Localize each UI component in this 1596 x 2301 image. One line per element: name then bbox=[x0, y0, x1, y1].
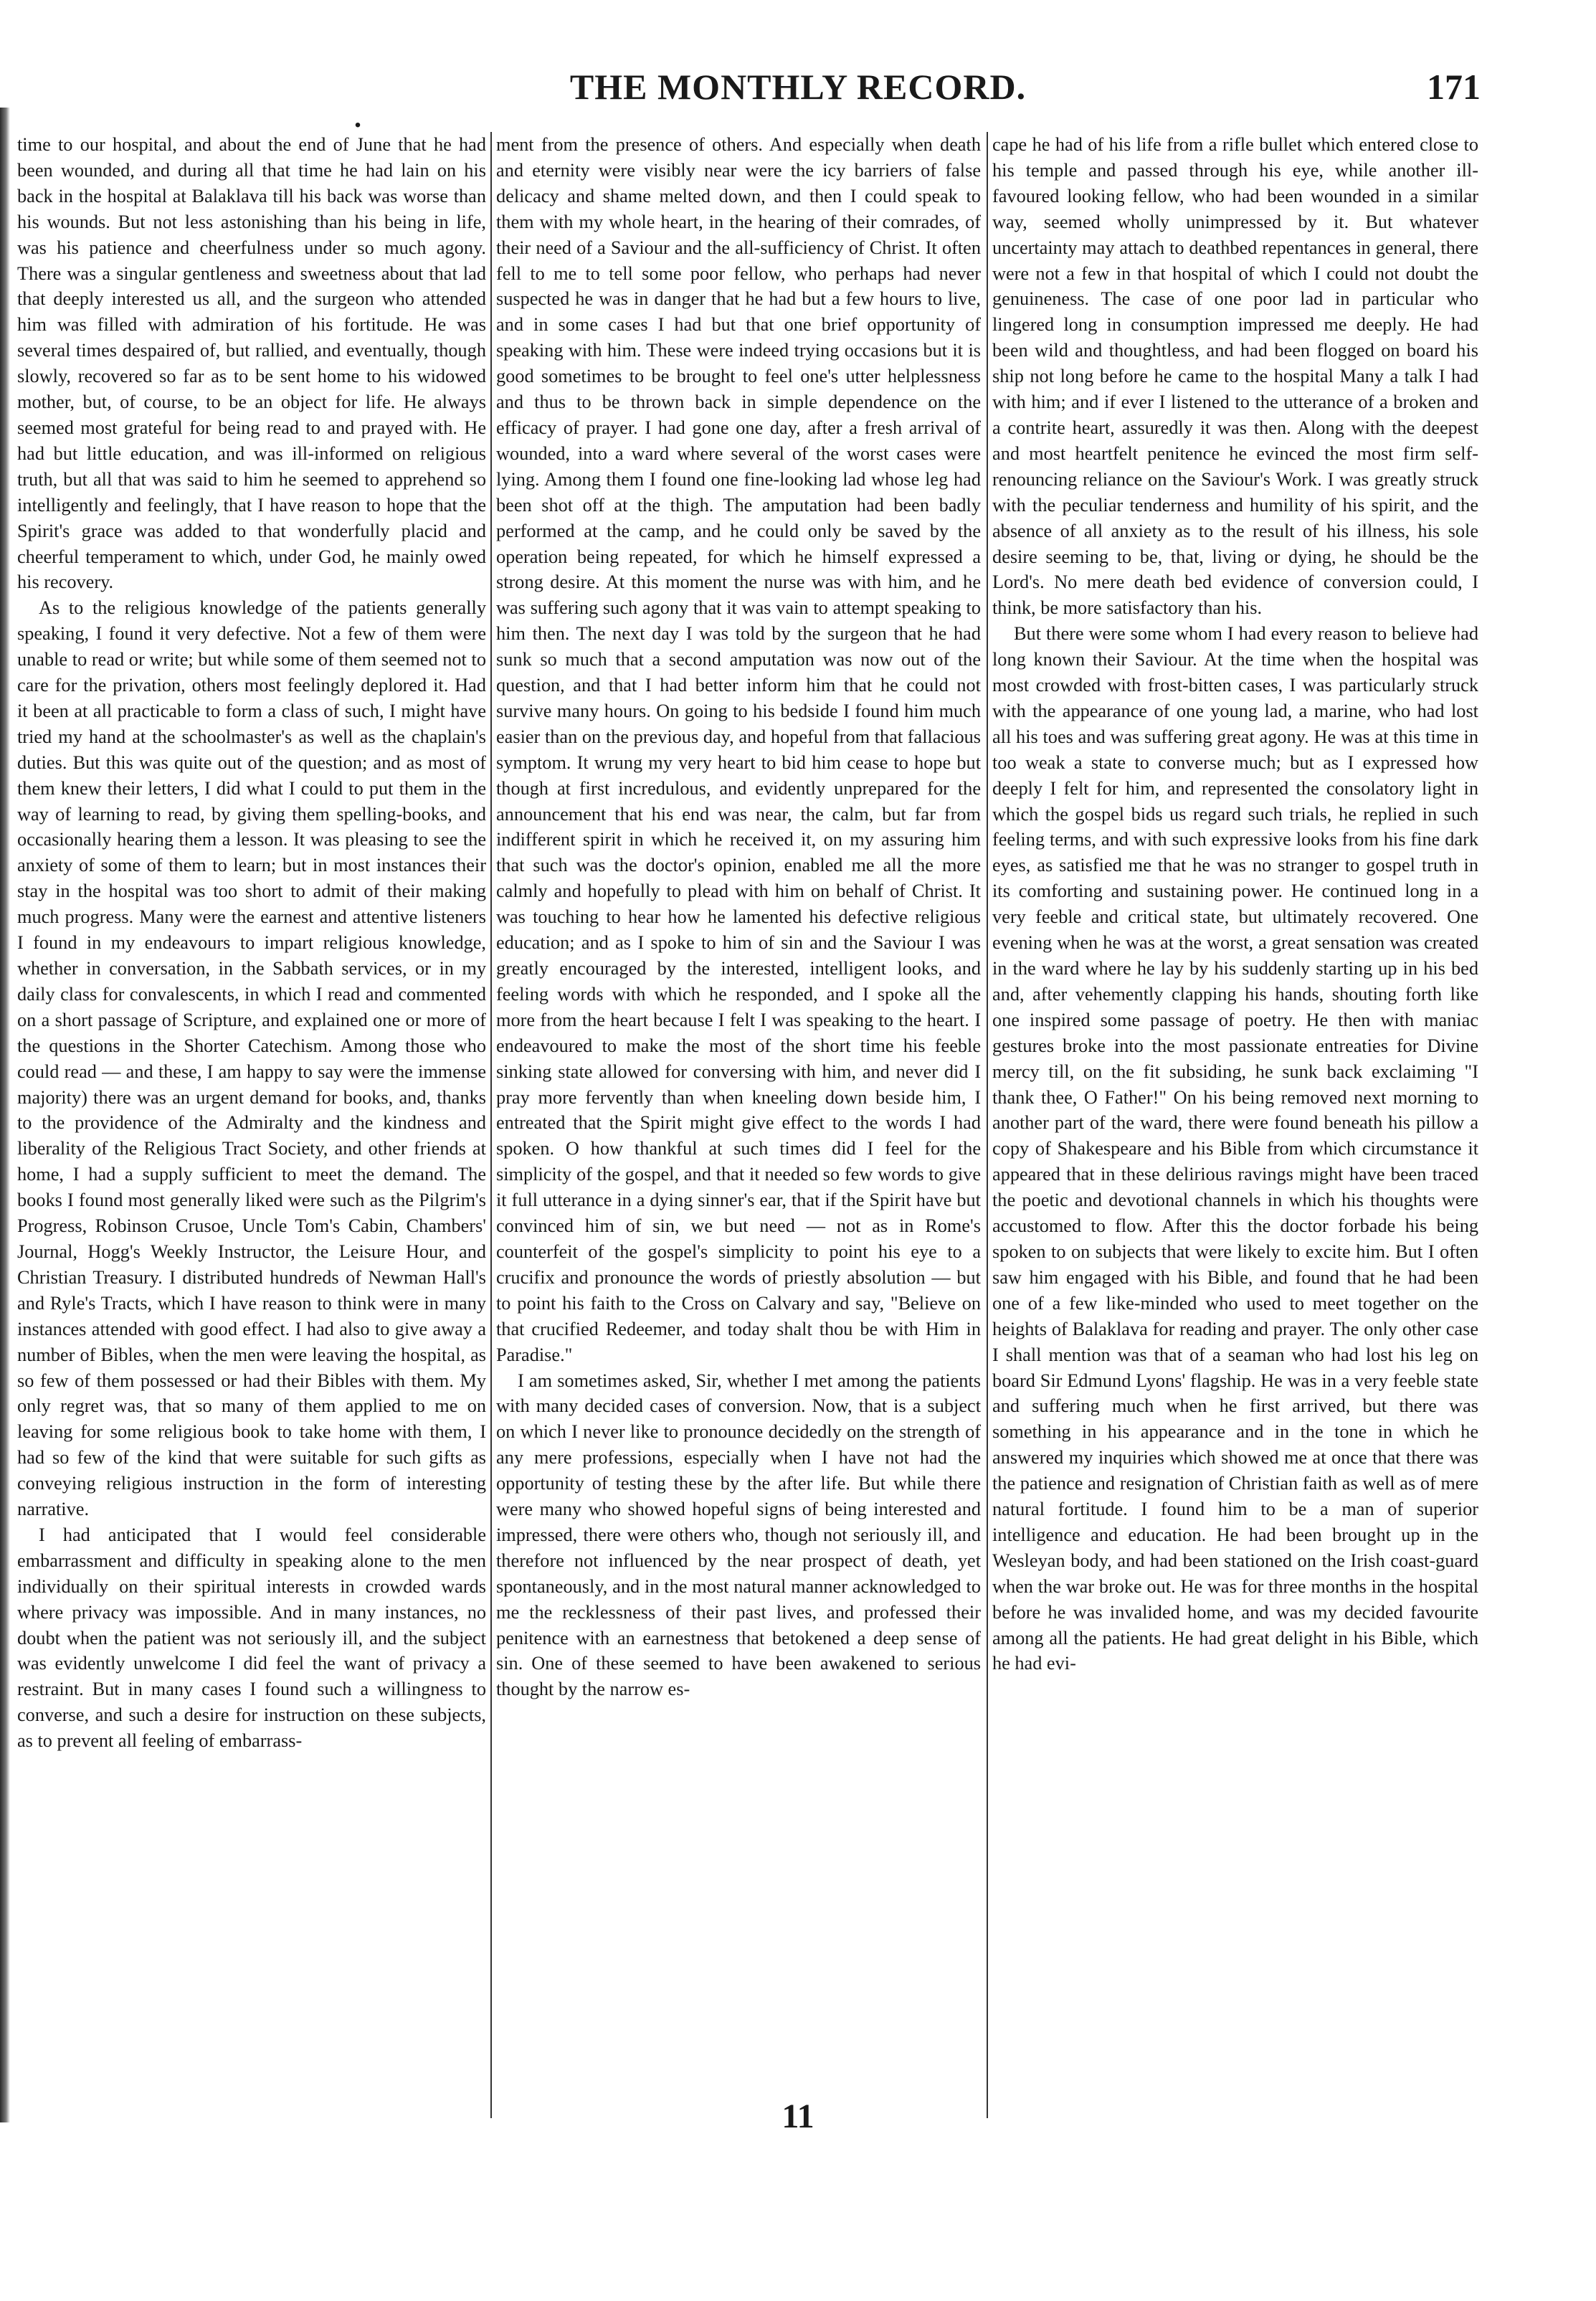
paragraph: cape he had of his life from a rifle bullet which entered close to his temple and passed through his eye, while another ill-favoured looking fellow, who had been wounded in a similar way, seemed wholly unimpressed by it. But whatever uncertainty may attach to deathbed repentances in general, there were not a few in that hospital of which I could not doubt the genuineness. The case of one poor lad in particular who lingered long in consumption impressed me deeply. He had been wild and thoughtless, and had been flogged on board his ship not long before he came to the hospital Many a talk I had with him; and if ever I listened to the utterance of a broken and a contrite heart, assuredly it was then. Along with the deepest and most heartfelt penitence he evinced the most firm self-renouncing reliance on the Saviour's Work. I was greatly struck with the peculiar tenderness and humility of his spirit, and the absence of all anxiety as to the result of his illness, his sole desire seeming to be, that, living or dying, he should be the Lord's. No mere death bed evidence of conversion could, I think, be more satisfactory than his. bbox=[992, 134, 1478, 619]
signature-mark: 11 bbox=[782, 2097, 814, 2135]
left-column bbox=[17, 132, 486, 2125]
paragraph: ment from the presence of others. And especially when death and eternity were visibly near were the icy barriers of false delicacy and shame melted down, and then I could speak to them with my whole heart, in the hearing of their comrades, of their need of a Saviour and the all-sufficiency of Christ. It often fell to me to tell some poor fellow, who perhaps had never suspected he was in danger that he had but a few hours to live, and in some cases I had but that one brief opportunity of speaking with him. These were indeed trying occasions but it is good sometimes to be brought to feel one's utter helplessness and thus to be thrown back in simple dependence on the efficacy of prayer. I had gone one day, after a fresh arrival of wounded, into a ward where several of the worst cases were lying. Among them I found one fine-looking lad whose leg had been shot off at the thigh. The amputation had been badly performed at the camp, and he could only be saved by the operation being repeated, for which he himself expressed a strong desire. At this moment the nurse was with him, and he was suffering such agony that it was vain to attempt speaking to him then. The next day I was told by the surgeon that he had sunk so much that a second amputation was now out of the question, and that I had better inform him that he could not survive many hours. On going to his bedside I found him much easier than on the previous day, and hopeful from that fallacious symptom. It wrung my very heart to bid him cease to hope but though at first incredulous, and evidently unprepared for the announcement that his end was near, the calm, but far from indifferent spirit in which he received it, on my assuring him that such was the doctor's opinion, enabled me all the more calmly and hopefully to plead with him on behalf of Christ. It was touching to hear how he lamented his defective religious education; and as I spoke to him of sin and the Saviour I was greatly encouraged by the interested, intelligent looks, and feeling words with which he responded, and I spoke all the more from the heart because I felt I was speaking to the heart. I endeavoured to make the most of the short time his feeble sinking state allowed for conversing with him, and never did I pray more fervently than when kneeling down beside him, I entreated that the Spirit might give effect to the words I had spoken. O how thankful at such times did I feel for the simplicity of the gospel, and that it needed so few words to give it full utterance in a dying sinner's ear, that if the Spirit have but convinced him of sin, we but need — not as in Rome's counterfeit of the gospel's simplicity to point his eye to a crucifix and pronounce the words of priestly absolution — but to point his faith to the Cross on Calvary and say, "Believe on that crucified Redeemer, and today shalt thou be with Him in Paradise." bbox=[496, 134, 981, 1365]
paragraph: time to our hospital, and about the end of June that he had been wounded, and during all that time he had lain on his back in the hospital at Balaklava till his back was worse than his wounds. But not less astonishing than his being in life, was his patience and cheerfulness under so much agony. There was a singular gentleness and sweetness about that lad that deeply interested us all, and the surgeon who attended him was filled with admiration of his fortitude. He was several times despaired of, but rallied, and eventually, though slowly, recovered so far as to be sent home to his widowed mother, but, of course, to be an object for life. He always seemed most grateful for being read to and prayed with. He had but little education, and was ill-informed on religious truth, but all that was said to him he seemed to apprehend so intelligently and feelingly, that I have reason to hope that the Spirit's grace was added to that wonderfully placid and cheerful temperament to which, under God, he mainly owed his recovery. bbox=[17, 134, 486, 593]
column-divider bbox=[987, 132, 988, 2118]
paragraph: As to the religious knowledge of the patients generally speaking, I found it very defective. Not a few of them were unable to read or write; but while some of them seemed not to care for the privation, others most feelingly deplored it. Had it been at all practicable to form a class of such, I might have tried my hand at the schoolmaster's as well as the chaplain's duties. But this was quite out of the question; and as most of them knew their letters, I did what I could to put them in the way of learning to read, by giving them spelling-books, and occasionally hearing them a lesson. It was pleasing to see the anxiety of some of them to learn; but in most instances their stay in the hospital was too short to admit of their making much progress. Many were the earnest and attentive listeners I found in my endeavours to impart religious knowledge, whether in conversation, in the Sabbath services, or in my daily class for convalescents, in which I read and commented on a short passage of Scripture, and explained one or more of the questions in the Shorter Catechism. Among those who could read — and these, I am happy to say were the immense majority) there was an urgent demand for books, and, thanks to the providence of the Admiralty and the kindness and liberality of the Religious Tract Society, and other friends at home, I had a supply sufficient to meet the demand. The books I found most generally liked were such as the Pilgrim's Progress, Robinson Crusoe, Uncle Tom's Cabin, Chambers' Journal, Hogg's Weekly Instructor, the Leisure Hour, and Christian Treasury. I distributed hundreds of Newman Hall's and Ryle's Tracts, which I have reason to think were in many instances attended with good effect. I had also to give away a number of Bibles, when the men were leaving the hospital, as so few of them possessed or had their Bibles with them. My only regret was, that so many of them applied to me on leaving for some religious book to take home with them, I had so few of the kind that were suitable for such gifts as conveying religious instruction in the form of interesting narrative. bbox=[17, 597, 486, 1520]
running-title: THE MONTHLY RECORD. bbox=[569, 67, 1027, 107]
page-number: 171 bbox=[1427, 67, 1481, 107]
header-dot: . bbox=[354, 101, 361, 133]
paragraph: I had anticipated that I would feel considerable embarrassment and difficulty in speaking alone to the men individually on their spiritual interests in crowded wards where privacy was impossible. And in many instances, no doubt when the patient was not seriously ill, and the subject was evidently unwelcome I did feel the want of privacy a restraint. But in many cases I found such a willingness to converse, and such a desire for instruction on these subjects, as to prevent all feeling of embarrass- bbox=[17, 1524, 486, 1752]
middle-column bbox=[496, 132, 981, 2125]
paragraph: But there were some whom I had every reason to believe had long known their Saviour. At the time when the hospital was most crowded with frost-bitten cases, I was particularly struck with the appearance of one young lad, a marine, who had lost all his toes and was suffering great agony. He was at this time in too weak a state to converse much; but as I expressed how deeply I felt for him, and represented the consolatory light in which the gospel bids us regard such trials, he replied in such feeling terms, and with such expressive looks from his fine dark eyes, as satisfied me that he was no stranger to gospel truth in its comforting and sustaining power. He continued long in a very feeble and critical state, but ultimately recovered. One evening when he was at the worst, a great sensation was created in the ward where he lay by his suddenly starting up in his bed and, after vehemently clapping his hands, shouting forth like one inspired some passage of poetry. He then with maniac gestures broke into the most passionate entreaties for Divine mercy till, on the fit subsiding, he sunk back exclaiming "I thank thee, O Father!" On his being removed next morning to another part of the ward, there were found beneath his pillow a copy of Shakespeare and his Bible from which circumstance it appeared that in these delirious ravings might have been traced the poetic and devotional channels in which his thoughts were accustomed to flow. After this the doctor forbade his being spoken to on subjects that were likely to excite him. But I often saw him engaged with his Bible, and found that he had been one of a few like-minded who used to meet together on the heights of Balaklava for reading and prayer. The only other case I shall mention was that of a seaman who had lost his leg on board Sir Edmund Lyons' flagship. He was in a very feeble state and suffering much when he first arrived, but there was something in his appearance and in the tone in which he answered my inquiries which showed me at once that there was the patience and resignation of Christian faith as well as of mere natural fortitude. I found him to be a man of superior intelligence and education. He had been brought up in the Wesleyan body, and had been stationed on the Irish coast-guard when the war broke out. He was for three months in the hospital before he was invalided home, and was my decided favourite among all the patients. He had great delight in his Bible, which he had evi- bbox=[992, 623, 1478, 1674]
right-column bbox=[992, 132, 1478, 2125]
paragraph: I am sometimes asked, Sir, whether I met among the patients with many decided cases of conversion. Now, that is a subject on which I never like to pronounce decidedly on the strength of any mere professions, especially when I have not had the opportunity of testing these by the after life. But while there were many who showed hopeful signs of being interested and impressed, there were others who, though not seriously ill, and therefore not influenced by the near prospect of death, yet spontaneously, and in the most natural manner acknowledged to me the recklessness of their past lives, and professed their penitence with an earnestness that betokened a deep sense of sin. One of these seemed to have been awakened to serious thought by the narrow es- bbox=[496, 1370, 981, 1700]
binding-shadow bbox=[0, 108, 10, 2122]
column-divider bbox=[490, 132, 492, 2118]
